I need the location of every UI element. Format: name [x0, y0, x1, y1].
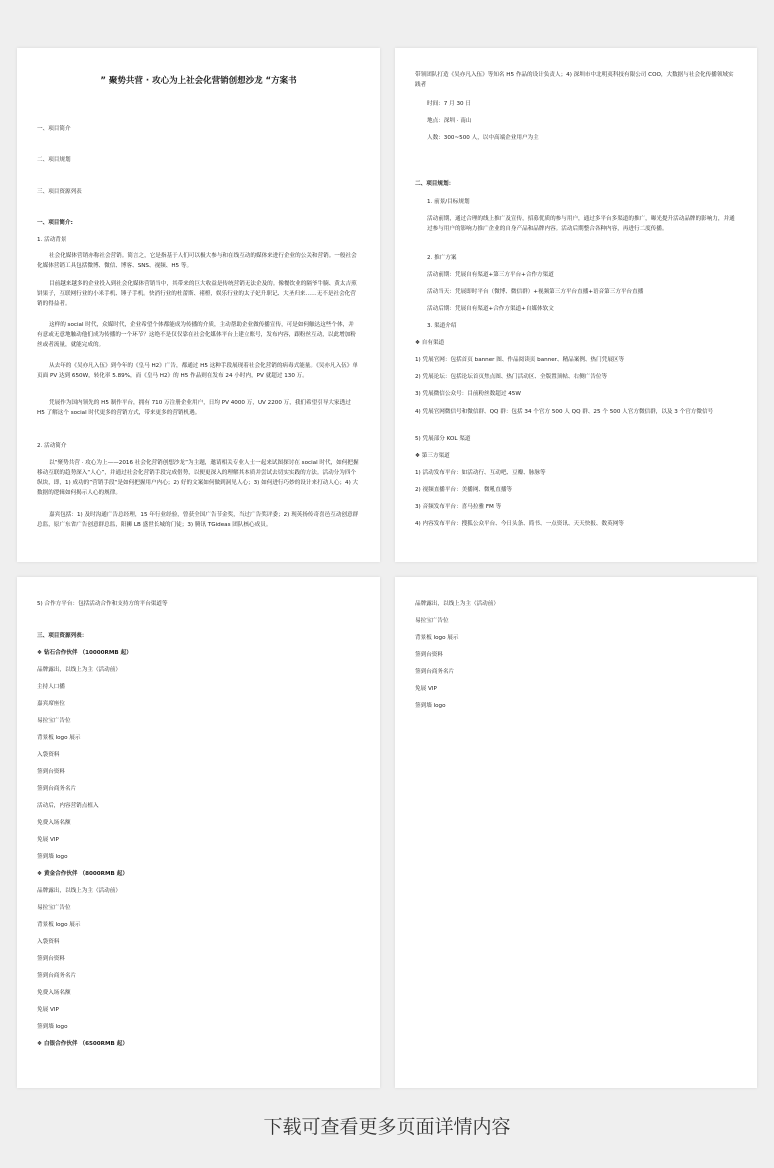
event-attendance: 人数：300~500 人，以中高端企业用户为主: [427, 135, 539, 141]
section-heading-intro: 一、项目简介:: [37, 220, 73, 226]
diamond-benefit-item: 免费入场名额: [37, 820, 71, 826]
diamond-benefit-item: 易拉宝广告位: [37, 718, 71, 724]
section-heading-resources: 三、项目资源列表：: [37, 633, 88, 639]
paragraph-background-3: 这样的 social 时代，众媒时代，企业希望个体都能成为传播的介质，主动帮助企业做传播宣传，可是如何触达这些个体，并有意或无意地触动他们成为传播的一个环节？这绝不是仅仅靠在社会化媒体平台上建立账号，发布内容，跟粉丝互动，以此增加粉丝或者流量，就能完成的。: [37, 322, 356, 348]
diamond-benefit-item: 背景板 logo 展示: [37, 735, 81, 741]
promotion-after: 活动后期：凭展自有渠道+合作方渠道+自媒体软文: [427, 306, 554, 312]
promotion-during: 活动当天：凭展即时平台（微博、微信群）+视频第三方平台直播+语音第三方平台直播: [427, 289, 644, 295]
own-channel-item: 4) 凭展官网微信号和微信群、QQ 群：包括 34 个官方 500 人 QQ 群、25 个 500 人官方微信群，以及 3 个官方微信号: [415, 409, 714, 415]
document-title: ” 聚势共营 · 攻心为上社会化营销创想沙龙 “方案书: [100, 76, 297, 86]
paragraph-goal: 活动前期，通过合理的线上推广及宣传，招募优质的参与用户，通过多平台多渠道的推广，曝光提升活动品牌的影响力，并通过参与用户的影响力推广企业的自身产品和品牌内容。活动后期整合各种内容，再进行二度传播。: [427, 216, 735, 232]
download-more-caption: 下载可查看更多页面详情内容: [263, 1116, 511, 1138]
silver-benefit-item: 易拉宝广告位: [415, 618, 449, 624]
promotion-before: 活动前期：凭展自有渠道+第三方平台+合作方渠道: [427, 272, 554, 278]
own-channel-item: 2) 凭展论坛：包括论坛首页焦点图、热门活动区、全版置顶帖、右侧广告位等: [415, 374, 608, 380]
gold-benefit-item: 签到台商务名片: [37, 973, 77, 979]
diamond-benefit-item: 免展 VIP: [37, 837, 59, 843]
subheading-background: 1. 活动背景: [37, 237, 67, 243]
gold-benefit-item: 背景板 logo 展示: [37, 922, 81, 928]
paragraph-intro-2: 嘉宾包括：1) 及时沟通广告总经理，15 年行业经验，曾获全国广告节金奖，当过广告奖评委；2) 现英扬传奇喜邑互动创意群总监，原广东省广告创意群总监，阳狮 LB 盛世长城的门徒；3) 腾讯 TGideas 团队核心成员。: [37, 512, 359, 528]
toc-item-plan: 二、项目规划: [37, 157, 71, 163]
event-location: 地点：深圳 · 南山: [427, 118, 472, 124]
toc-item-resources: 三、项目资源列表: [37, 189, 82, 195]
gold-benefit-item: 签到台资料: [37, 956, 65, 962]
silver-benefit-item: 免展 VIP: [415, 686, 437, 692]
heading-silver-partner: ❖ 白银合作伙伴 （6500RMB 起）: [37, 1041, 128, 1047]
document-page-3: [17, 577, 380, 1088]
third-party-channel-item: 4) 内容发布平台：搜狐公众平台、今日头条、简书、一点资讯、天天快报、数英网等: [415, 521, 624, 527]
diamond-benefit-item: 嘉宾席座位: [37, 701, 65, 707]
own-channel-item: 3) 凭展微信公众号：目前粉丝数超过 45W: [415, 391, 521, 397]
paragraph-intro-1: 以“聚势共营 · 攻心为上——2016 社会化营销创想沙龙”为主题，邀请相关专业人士一起来试图探讨在 social 时代，如何把握移动互联的趋势深入“人心”，并通过社会化营销手段完成借势，以便更深入的理解其本质并尝试去切实实践的方法。活动分为四个纵块，即，1) 成功的”营销手段“是如何把握用户内心；2) 好的文案如何做到洞见人心；3) 如何进行巧妙的设计来打动人心；4) 大数据的逻辑如何揭示人心的规律。: [37, 460, 359, 496]
silver-benefit-item: 签到台商务名片: [415, 669, 455, 675]
heading-own-channels: ❖ 自有渠道: [415, 340, 445, 346]
document-page-4: [395, 577, 757, 1088]
diamond-benefit-item: 签到台资料: [37, 769, 65, 775]
gold-benefit-item: 免费入场名额: [37, 990, 71, 996]
third-party-channel-item: 1) 活动发布平台：如活动行、互动吧、豆瓣、脉脉等: [415, 470, 546, 476]
paragraph-background-1: 社会化媒体营销亦称社会营销。简言之，它是指基于人们可以极大参与和在线互动的媒体来进行企业的公关和营销。一般社会化媒体营销工具包括微博、微信、博客、SNS、视频、H5 等。: [37, 253, 357, 269]
paragraph-background-2: 目前越来越多的企业投入到社会化媒体营销当中，其带来的巨大收益是传统营销无法企及的。像餐饮业的隔爷牛腩、黄太吉煎饼果子，互联网行业的小米手机、锤子手机。快消行业的杜蕾斯、褚橙，娱乐行业的太子妃升职记、大圣归来……无不是社会化营销的得益者。: [37, 281, 357, 307]
subheading-channels: 3. 渠道介绍: [427, 323, 457, 329]
gold-benefit-item: 免展 VIP: [37, 1007, 59, 1013]
diamond-benefit-item: 主持人口播: [37, 684, 65, 690]
silver-benefit-item: 背景板 logo 展示: [415, 635, 459, 641]
diamond-benefit-item: 入袋资料: [37, 752, 60, 758]
third-party-channel-item: 3) 音频发布平台：喜马拉雅 FM 等: [415, 504, 502, 510]
gold-benefit-item: 易拉宝广告位: [37, 905, 71, 911]
subheading-intro: 2. 活动简介: [37, 443, 67, 449]
document-page-1: [17, 48, 380, 562]
third-party-channel-item: 2) 视频直播平台：美播网、微吼直播等: [415, 487, 513, 493]
gold-benefit-item: 签到墙 logo: [37, 1024, 68, 1030]
silver-benefit-item: 签到墙 logo: [415, 703, 446, 709]
paragraph-background-4: 从去年的《吴亦凡入伍》到今年的《皇马 H2》广告，都通过 H5 这种手段展现着社会化营销的病毒式能量。《吴亦凡入伍》单页面 PV 达到 650W，转化率 5.89%，而《皇马 H2》的 H5 作品则在发布 24 小时内，PV 就超过 130 万。: [37, 363, 358, 379]
heading-third-party-channels: ❖ 第三方渠道: [415, 453, 450, 459]
paragraph-guests-continued: 带领团队打造《吴亦凡入伍》等知名 H5 作品的设计负责人；4) 深圳市中北明夷科技有限公司 COO，大数据与社会化传播领域实践者: [415, 72, 734, 88]
document-page-2: [395, 48, 757, 562]
paragraph-background-5: 凭展作为国内领先的 H5 制作平台，拥有 710 万注册企业用户，日均 PV 4000 万，UV 2200 万，我们希望引导大家透过 H5 了解这个 social 时代更多的营销方式，带来更多的营销机遇。: [37, 400, 351, 416]
silver-benefit-item: 签到台资料: [415, 652, 443, 658]
diamond-benefit-item: 品牌露出，以线上为主（活动前）: [37, 667, 121, 673]
gold-benefit-item: 入袋资料: [37, 939, 60, 945]
toc-item-intro: 一、项目简介: [37, 126, 71, 132]
subheading-promotion: 2. 推广方案: [427, 255, 457, 261]
diamond-benefit-item: 签到台商务名片: [37, 786, 77, 792]
diamond-benefit-item: 活动后，内容营销点植入: [37, 803, 99, 809]
silver-benefit-item: 品牌露出，以线上为主（活动前）: [415, 601, 499, 607]
own-channel-item: 5) 凭展部分 KOL 渠道: [415, 436, 471, 442]
diamond-benefit-item: 签到墙 logo: [37, 854, 68, 860]
heading-gold-partner: ❖ 黄金合作伙伴 （8000RMB 起）: [37, 871, 128, 877]
own-channel-item: 1) 凭展官网：包括首页 banner 图、作品阅读页 banner、精品案例、热门凭展区等: [415, 357, 625, 363]
section-heading-plan: 二、项目规划：: [415, 181, 455, 187]
partner-platform-item: 5) 合作方平台：包括活动合作和支持方的平台渠道等: [37, 601, 168, 607]
gold-benefit-item: 品牌露出，以线上为主（活动前）: [37, 888, 121, 894]
heading-diamond-partner: ❖ 钻石合作伙伴 （10000RMB 起）: [37, 650, 132, 656]
event-time: 时间：7 月 30 日: [427, 101, 471, 107]
subheading-goal: 1. 前景/目标规划: [427, 199, 470, 205]
